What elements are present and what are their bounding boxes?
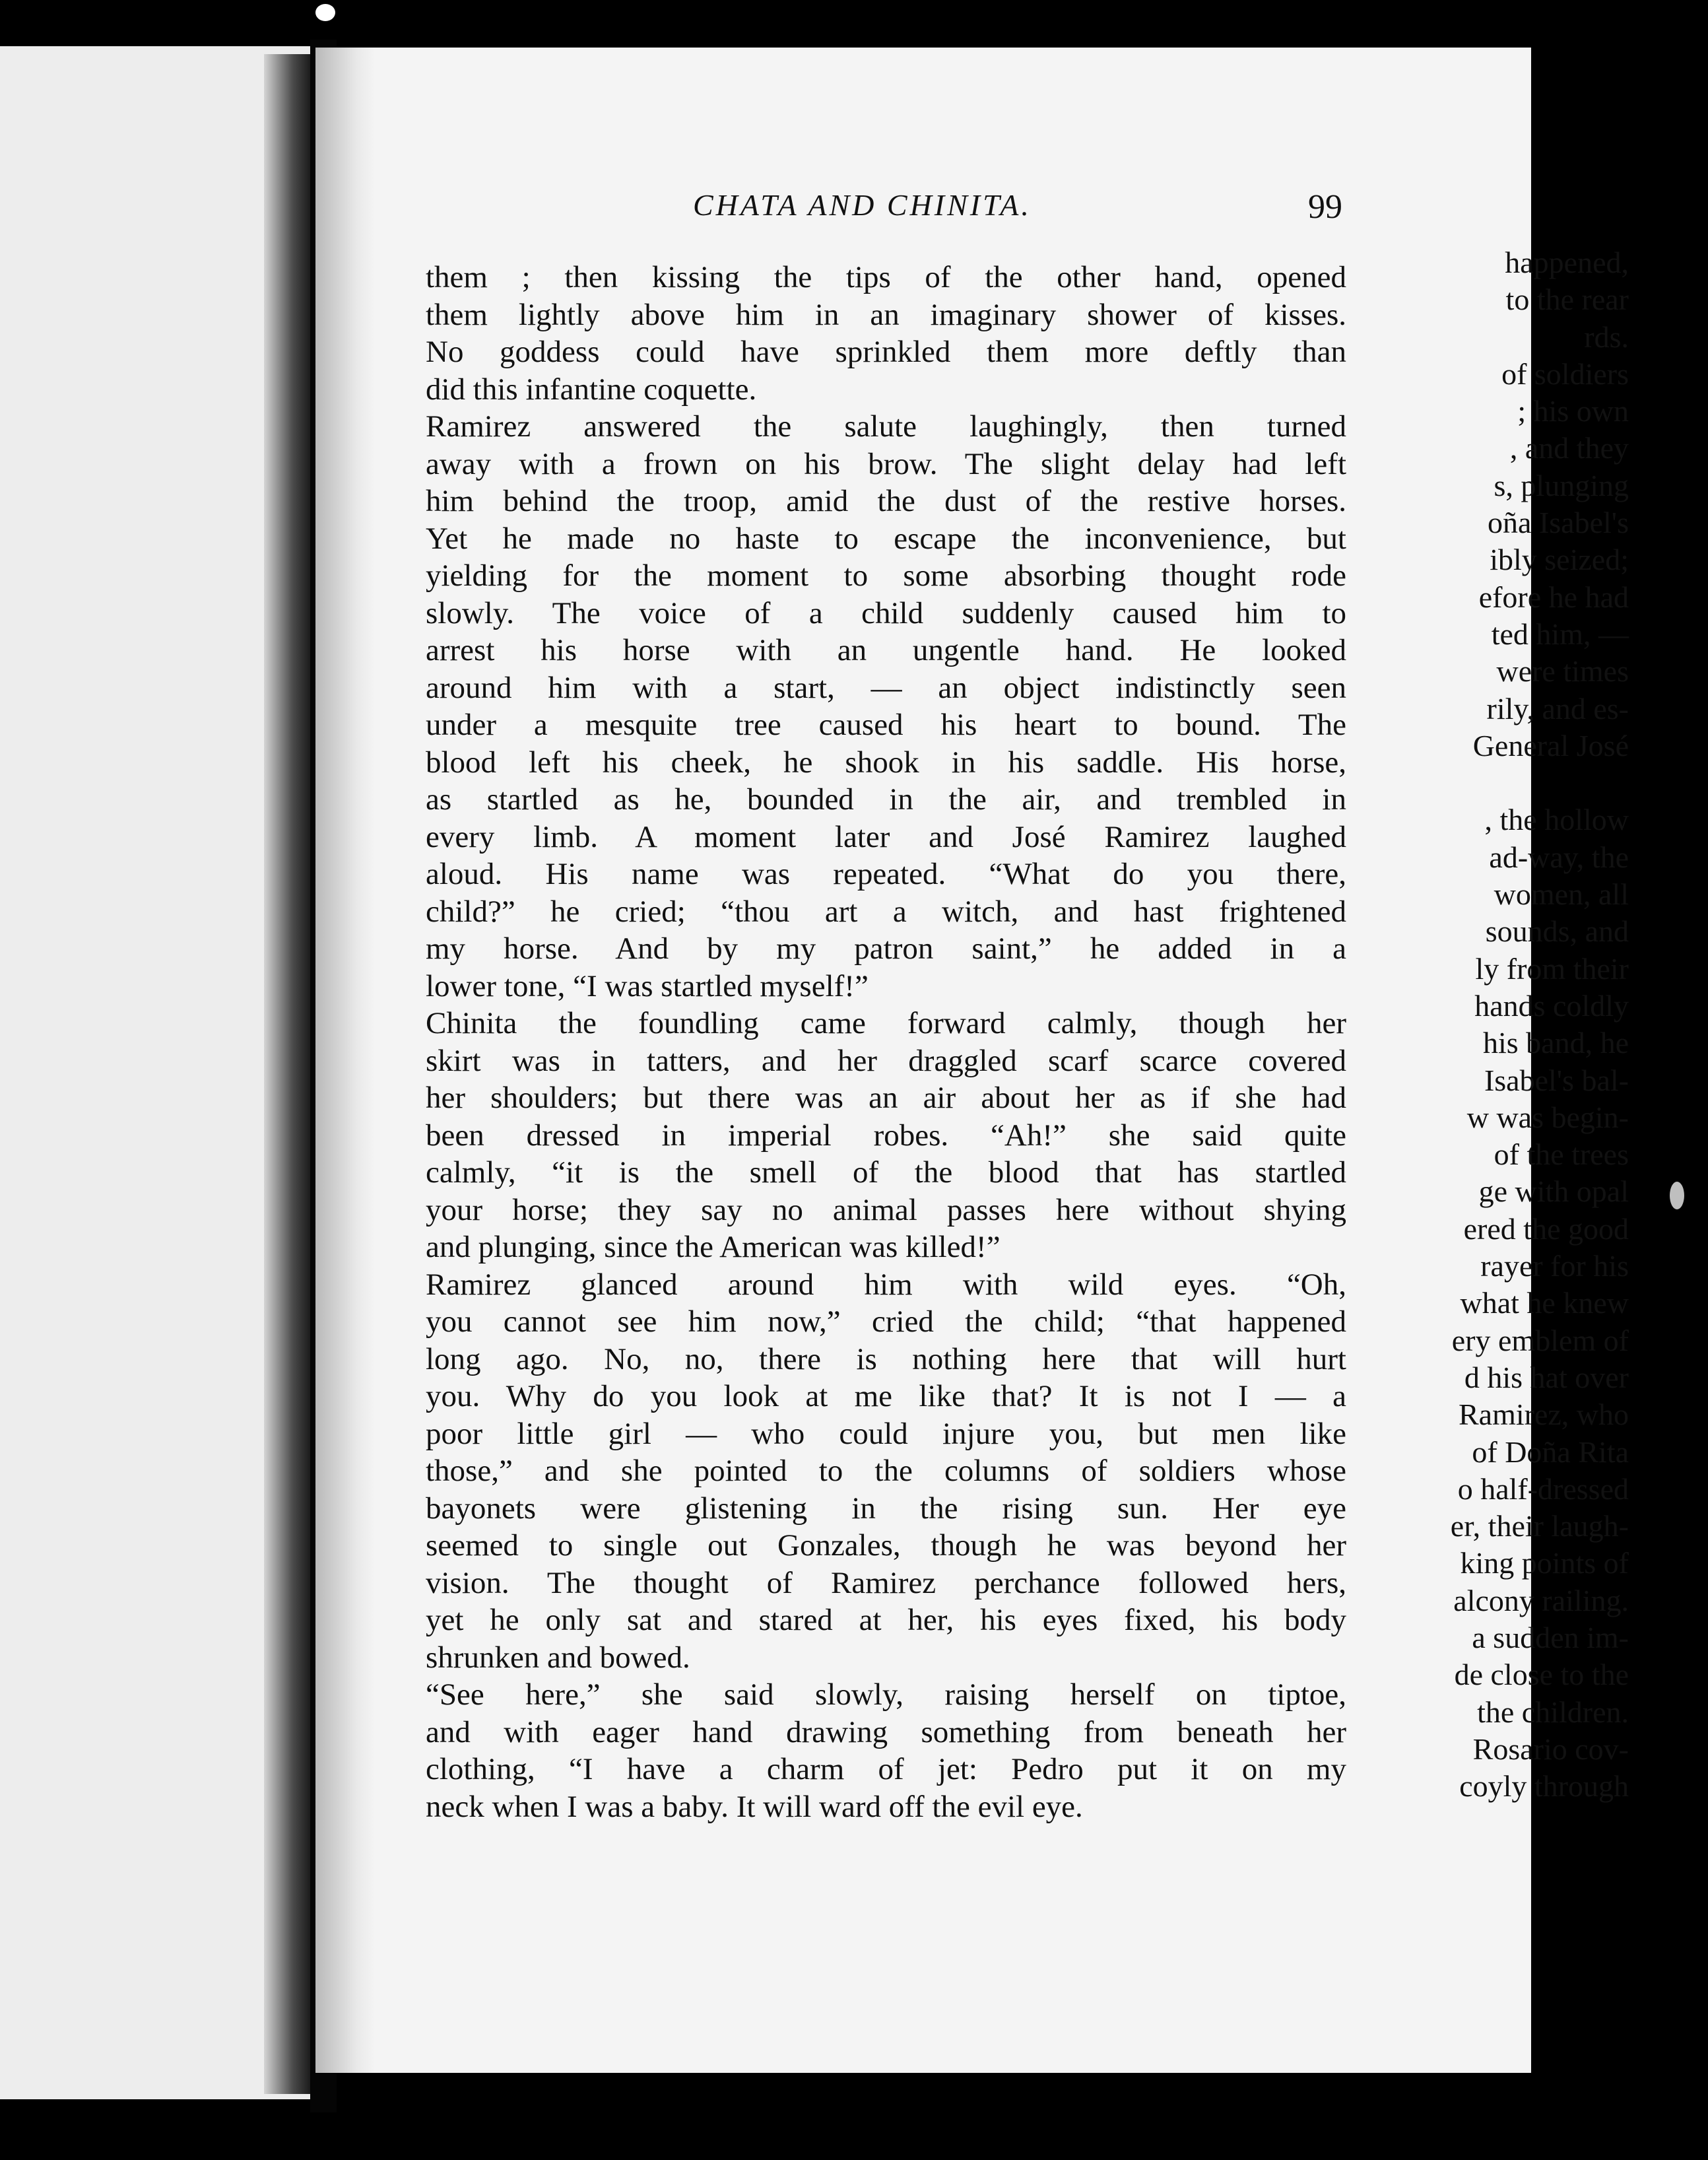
left-text-fragment: Isabel's bal- (1484, 1063, 1629, 1097)
binding-shadow (264, 54, 317, 2094)
text-line: them ; then kissing the tips of the other hand, opened (426, 260, 1346, 294)
left-text-fragment: ; his own (1517, 394, 1629, 428)
left-text-fragment: of soldiers (1501, 356, 1629, 391)
left-text-fragment: s, plunging (1494, 468, 1629, 502)
left-text-fragment: ge with opal (1478, 1174, 1629, 1209)
left-text-fragment: Ramirez, who (1458, 1398, 1629, 1432)
left-text-fragment: ibly seized; (1490, 543, 1629, 577)
text-line: slowly. The voice of a child suddenly caused him to (426, 595, 1346, 630)
left-text-fragment: happened, (1505, 246, 1629, 279)
left-text-fragment: hands coldly (1474, 988, 1629, 1023)
text-line: every limb. A moment later and José Ramirez laughed (426, 819, 1346, 854)
left-text-fragment: o half-dressed (1457, 1471, 1629, 1506)
text-line: did this infantine coquette. (426, 372, 757, 407)
text-line: those,” and she pointed to the columns of soldiers whose (426, 1454, 1346, 1488)
left-text-fragment: de close to the (1454, 1658, 1629, 1692)
text-line: and plunging, since the American was killed!” (426, 1230, 1001, 1264)
left-text-fragment: oña Isabel's (1488, 506, 1629, 540)
text-line: long ago. No, no, there is nothing here that will hurt (426, 1341, 1346, 1376)
left-text-fragment: rayer for his (1480, 1249, 1629, 1283)
left-text-fragment: ered the good (1463, 1211, 1629, 1246)
text-line: him behind the troop, amid the dust of the restive horses. (426, 484, 1346, 518)
text-line: shrunken and bowed. (426, 1640, 690, 1675)
left-text-fragment: ly from their (1475, 951, 1629, 986)
scan-dust-speck (1670, 1182, 1684, 1209)
left-text-fragment: his band, he (1482, 1026, 1629, 1060)
text-line: Chinita the foundling came forward calmly, though her (426, 1006, 1346, 1040)
left-text-fragment (1332, 764, 1629, 801)
text-line: blood left his cheek, he shook in his saddle. His horse, (426, 745, 1346, 780)
left-text-fragment: General José (1472, 728, 1629, 762)
text-line: yielding for the moment to some absorbing thought rode (426, 558, 1346, 593)
left-text-fragment: of the trees (1494, 1137, 1629, 1172)
left-text-fragment: rily, and es- (1486, 691, 1629, 726)
text-line: around him with a start, — an object indistinctly seen (426, 670, 1346, 705)
text-line: poor little girl — who could injure you, but men like (426, 1416, 1346, 1451)
text-line: clothing, “I have a charm of jet: Pedro put it on my (426, 1752, 1346, 1786)
text-line: vision. The thought of Ramirez perchance followed hers, (426, 1565, 1346, 1600)
text-line: calmly, “it is the smell of the blood that has startled (426, 1155, 1346, 1190)
text-line: aloud. His name was repeated. “What do you there, (426, 857, 1346, 891)
text-line: as startled as he, bounded in the air, and trembled in (426, 782, 1346, 817)
left-page-text-fragments (1332, 244, 1629, 1805)
text-line: Yet he made no haste to escape the inconvenience, but (426, 521, 1346, 556)
left-text-fragment: sounds, and (1485, 914, 1629, 949)
text-line: my horse. And by my patron saint,” he added in a (426, 931, 1346, 966)
left-text-fragment: efore he had (1478, 580, 1629, 614)
text-line: bayonets were glistening in the rising sun. Her eye (426, 1491, 1346, 1526)
text-line: skirt was in tatters, and her draggled scarf scarce covered (426, 1043, 1346, 1078)
right-page-fold-shade (315, 48, 375, 2073)
left-text-fragment: were times (1496, 654, 1629, 689)
text-line: you. Why do you look at me like that? It is not I — a (426, 1379, 1346, 1413)
text-line: No goddess could have sprinkled them more deftly than (426, 335, 1346, 369)
page-body-text (426, 259, 1346, 1825)
left-text-fragment: ad-way, the (1489, 840, 1629, 874)
left-text-fragment: , and they (1509, 431, 1629, 465)
text-line: lower tone, “I was startled myself!” (426, 968, 869, 1003)
left-text-fragment: er, their laugh- (1450, 1509, 1629, 1543)
text-line: “See here,” she said slowly, raising herself on tiptoe, (426, 1677, 1346, 1712)
left-text-fragment: to the rear (1505, 283, 1629, 317)
left-text-fragment: coyly through (1459, 1769, 1629, 1804)
left-text-fragment: Rosario cov- (1472, 1732, 1629, 1766)
text-line: yet he only sat and stared at her, his eyes fixed, his body (426, 1603, 1346, 1637)
text-line: Ramirez answered the salute laughingly, then turned (426, 409, 1346, 444)
text-line: arrest his horse with an ungentle hand. He looked (426, 633, 1346, 667)
text-line: them lightly above him in an imaginary shower of kisses. (426, 297, 1346, 332)
left-text-fragment: d his hat over (1464, 1360, 1629, 1394)
text-line: away with a frown on his brow. The slight delay had left (426, 446, 1346, 481)
left-text-fragment: w was begin- (1466, 1100, 1629, 1134)
text-line: and with eager hand drawing something from beneath her (426, 1714, 1346, 1749)
left-text-fragment: the children. (1477, 1695, 1629, 1729)
left-text-fragment: what he knew (1460, 1286, 1629, 1320)
left-text-fragment: a sudden im- (1472, 1620, 1629, 1654)
text-line: neck when I was a baby. It will ward off the evil eye. (426, 1789, 1083, 1824)
text-line: Ramirez glanced around him with wild eyes. “Oh, (426, 1267, 1346, 1302)
left-text-fragment: women, all (1494, 877, 1629, 912)
left-text-fragment: ery emblem of (1451, 1323, 1629, 1357)
text-line: under a mesquite tree caused his heart to bound. The (426, 708, 1346, 742)
left-text-fragment: ted him, — (1491, 617, 1629, 651)
text-line: her shoulders; but there was an air about her as if she had (426, 1081, 1346, 1115)
text-line: child?” he cried; “thou art a witch, and hast frightened (426, 894, 1346, 929)
text-line: been dressed in imperial robes. “Ah!” she said quite (426, 1118, 1346, 1153)
text-line: your horse; they say no animal passes here without shying (426, 1192, 1346, 1227)
left-text-fragment: rds. (1584, 320, 1629, 354)
running-head: CHATA AND CHINITA. (693, 188, 1032, 222)
page-number: 99 (1308, 188, 1342, 226)
scan-dust-speck (315, 4, 335, 21)
left-text-fragment: alcony railing. (1453, 1583, 1629, 1617)
left-text-fragment: of Doña Rita (1472, 1434, 1629, 1469)
text-line: you cannot see him now,” cried the child; “that happened (426, 1304, 1346, 1339)
left-text-fragment: , the hollow (1484, 803, 1629, 837)
left-text-fragment: king points of (1460, 1546, 1629, 1580)
text-line: seemed to single out Gonzales, though he was beyond her (426, 1528, 1346, 1563)
